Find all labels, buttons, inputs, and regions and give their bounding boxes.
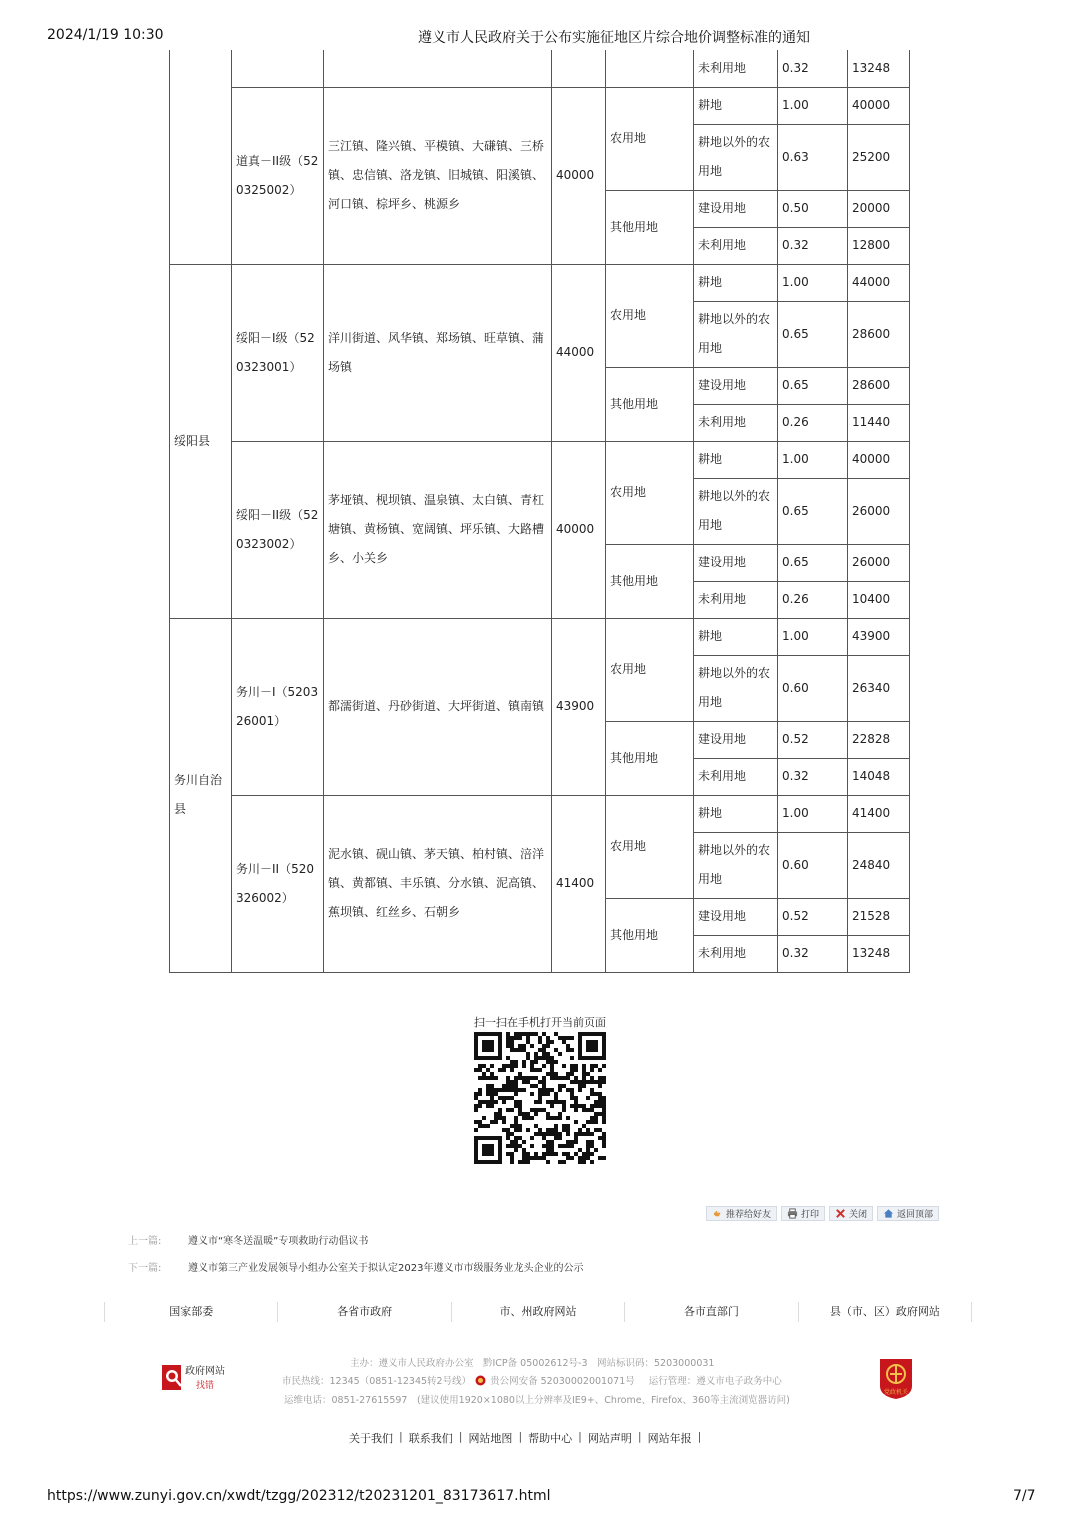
bottom-links [349,1430,701,1446]
land-type-cell: 未利用地 [694,758,778,795]
table-row [170,795,910,832]
coef-cell: 0.32 [778,50,848,87]
separator: | [518,1430,523,1443]
coef-cell: 0.50 [778,190,848,227]
footer-ops: 运维电话：0851-27615597 (建议使用1920×1080以上分辨率及IE9+、Chrome、Firefox、360等主流浏览器访问) [284,1395,790,1406]
price-cell: 13248 [848,50,910,87]
coef-cell: 0.26 [778,404,848,441]
bottom-link[interactable]: 联系我们 [408,1432,453,1445]
next-article-link[interactable]: 遵义市第三产业发展领导小组办公室关于拟认定2023年遵义市市级服务业龙头企业的公示 [188,1263,584,1274]
price-cell: 26000 [848,544,910,581]
price-cell: 12800 [848,227,910,264]
footer-operator: 运行管理：遵义市电子政务中心 [648,1376,782,1387]
land-type-cell: 未利用地 [694,404,778,441]
price-cell: 26000 [848,478,910,544]
price-cell: 10400 [848,581,910,618]
price-cell: 43900 [848,618,910,655]
county-cell-daozhen [170,50,232,264]
back-top-button[interactable] [877,1206,939,1221]
land-type-cell: 耕地 [694,618,778,655]
land-type-cell: 未利用地 [694,581,778,618]
bottom-link[interactable]: 网站年报 [647,1432,692,1445]
coef-cell: 0.63 [778,124,848,190]
table-row [170,87,910,124]
towns-cell: 洋川街道、风华镇、郑场镇、旺草镇、蒲场镇 [324,264,552,441]
separator: | [637,1430,642,1443]
home-icon [883,1208,894,1219]
recommend-button[interactable] [706,1206,777,1221]
base-price-cell-remnant [552,50,606,87]
land-type-cell: 建设用地 [694,898,778,935]
bottom-link[interactable]: 帮助中心 [528,1432,573,1445]
land-type-cell: 耕地 [694,87,778,124]
coef-cell: 0.52 [778,898,848,935]
land-category-cell: 农用地 [606,441,694,544]
coef-cell: 1.00 [778,441,848,478]
land-type-cell: 未利用地 [694,227,778,264]
zone-cell: 务川－II（520326002） [232,795,324,972]
zone-cell: 务川－I（520326001） [232,618,324,795]
land-category-cell: 其他用地 [606,190,694,264]
towns-cell: 都濡街道、丹砂街道、大坪街道、镇南镇 [324,618,552,795]
price-cell: 26340 [848,655,910,721]
prev-article-link[interactable]: 遵义市“寒冬送温暖”专项救助行动倡议书 [188,1236,369,1247]
coef-cell: 0.65 [778,478,848,544]
land-category-cell: 农用地 [606,795,694,898]
coef-cell: 0.32 [778,758,848,795]
separator: | [458,1430,463,1443]
land-price-table [169,50,910,973]
coef-cell: 0.65 [778,367,848,404]
police-badge-icon [475,1375,486,1386]
next-article [128,1259,583,1274]
land-type-cell: 耕地以外的农用地 [694,478,778,544]
coef-cell: 1.00 [778,618,848,655]
towns-cell: 泥水镇、砚山镇、茅天镇、柏村镇、涪洋镇、黄都镇、丰乐镇、分水镇、泥高镇、蕉坝镇、红丝乡、石朝乡 [324,795,552,972]
print-footer-url: https://www.zunyi.gov.cn/xwdt/tzgg/202312/t20231201_83173617.html [47,1488,551,1504]
prev-article [128,1232,368,1247]
base-price-cell: 43900 [552,618,606,795]
separator: | [697,1430,702,1443]
price-cell: 28600 [848,367,910,404]
zone-cell: 绥阳－II级（520323002） [232,441,324,618]
price-cell: 11440 [848,404,910,441]
land-category-cell: 农用地 [606,264,694,367]
recommend-label: 推荐给好友 [726,1210,772,1220]
print-footer-page: 7/7 [1013,1488,1036,1504]
party-gov-seal-icon [876,1356,916,1400]
coef-cell: 0.32 [778,935,848,972]
coef-cell: 1.00 [778,87,848,124]
price-cell: 14048 [848,758,910,795]
print-header-date: 2024/1/19 10:30 [47,27,164,43]
link-bar-item[interactable]: 各省市政府 [277,1302,450,1322]
qr-modules [474,1032,606,1164]
price-cell: 20000 [848,190,910,227]
land-type-cell: 耕地以外的农用地 [694,124,778,190]
link-bar [104,1302,972,1322]
base-price-cell: 40000 [552,87,606,264]
base-price-cell: 44000 [552,264,606,441]
towns-cell: 三江镇、隆兴镇、平模镇、大磏镇、三桥镇、忠信镇、洛龙镇、旧城镇、阳溪镇、河口镇、棕坪乡、桃源乡 [324,87,552,264]
land-type-cell: 耕地以外的农用地 [694,832,778,898]
qr-code [474,1032,606,1164]
coef-cell: 0.32 [778,227,848,264]
gov-site-error-logo[interactable] [159,1360,235,1394]
logo-left-bottom-text: 找错 [196,1381,215,1391]
land-category-cell: 农用地 [606,87,694,190]
towns-cell-remnant [324,50,552,87]
coef-cell: 1.00 [778,795,848,832]
footer-hotline: 市民热线：12345（0851-12345转2号线） [282,1376,472,1387]
table-row [170,264,910,301]
footer-sponsor: 主办：遵义市人民政府办公室 黔ICP备 05002612号-3 网站标识码：5203000031 [350,1358,715,1369]
zone-cell: 绥阳－I级（520323001） [232,264,324,441]
land-type-cell: 建设用地 [694,721,778,758]
coef-cell: 0.65 [778,544,848,581]
towns-cell: 茅垭镇、枧坝镇、温泉镇、太白镇、青杠塘镇、黄杨镇、宽阔镇、坪乐镇、大路槽乡、小关乡 [324,441,552,618]
land-category-cell: 农用地 [606,618,694,721]
zone-cell: 道真－II级（520325002） [232,87,324,264]
print-header-title: 遵义市人民政府关于公布实施征地区片综合地价调整标准的通知 [418,30,810,46]
land-type-cell: 建设用地 [694,544,778,581]
close-icon [835,1208,846,1219]
land-category-cell-remnant [606,50,694,87]
magnifier-logo-icon [159,1360,235,1394]
land-type-cell: 耕地以外的农用地 [694,301,778,367]
coef-cell: 0.60 [778,832,848,898]
land-category-cell: 其他用地 [606,721,694,795]
land-category-cell: 其他用地 [606,544,694,618]
land-type-cell: 建设用地 [694,367,778,404]
price-cell: 44000 [848,264,910,301]
link-bar-item[interactable]: 市、州政府网站 [451,1302,624,1322]
party-gov-org-logo[interactable] [876,1356,916,1400]
link-bar-item[interactable]: 国家部委 [104,1302,277,1322]
footer-police-record[interactable]: 贵公网安备 52030002001071号 [490,1376,635,1387]
coef-cell: 1.00 [778,264,848,301]
logo-left-top-text: 政府网站 [185,1366,225,1377]
price-cell: 40000 [848,441,910,478]
price-cell: 24840 [848,832,910,898]
table-row [170,441,910,478]
print-label: 打印 [801,1210,820,1220]
land-type-cell: 耕地以外的农用地 [694,655,778,721]
land-type-cell: 耕地 [694,264,778,301]
hand-icon [712,1208,723,1219]
back-top-label: 返回顶部 [897,1210,934,1220]
land-type-cell: 耕地 [694,441,778,478]
print-button[interactable] [781,1206,825,1221]
separator: | [399,1430,403,1443]
price-cell: 41400 [848,795,910,832]
bottom-link[interactable]: 关于我们 [349,1432,393,1445]
coef-cell: 0.60 [778,655,848,721]
price-cell: 13248 [848,935,910,972]
price-cell: 21528 [848,898,910,935]
zone-cell-remnant [232,50,324,87]
land-type-cell: 建设用地 [694,190,778,227]
coef-cell: 0.52 [778,721,848,758]
next-label: 下一篇: [128,1263,162,1274]
qr-code-image [474,1032,606,1164]
land-type-cell: 耕地 [694,795,778,832]
link-bar-item[interactable]: 县（市、区）政府网站 [798,1302,972,1322]
table-row [170,618,910,655]
land-type-cell: 未利用地 [694,50,778,87]
coef-cell: 0.65 [778,301,848,367]
separator: | [578,1430,582,1443]
land-category-cell: 其他用地 [606,367,694,441]
price-cell: 25200 [848,124,910,190]
seal-label: 党政机关 [883,1389,909,1396]
price-cell: 28600 [848,301,910,367]
price-cell: 22828 [848,721,910,758]
footer-contact [282,1373,782,1387]
printer-icon [787,1208,798,1219]
bottom-link[interactable]: 网站地图 [468,1432,513,1445]
land-category-cell: 其他用地 [606,898,694,972]
close-label: 关闭 [849,1210,868,1220]
bottom-link[interactable]: 网站声明 [587,1432,632,1445]
land-type-cell: 未利用地 [694,935,778,972]
prev-label: 上一篇: [128,1236,162,1247]
table-row [170,50,910,87]
price-cell: 40000 [848,87,910,124]
county-cell: 绥阳县 [170,264,232,618]
base-price-cell: 40000 [552,441,606,618]
link-bar-item[interactable]: 各市直部门 [624,1302,797,1322]
qr-caption: 扫一扫在手机打开当前页面 [474,1016,606,1029]
coef-cell: 0.26 [778,581,848,618]
county-cell: 务川自治县 [170,618,232,972]
close-button[interactable] [829,1206,873,1221]
article-tools [706,1206,939,1221]
base-price-cell: 41400 [552,795,606,972]
